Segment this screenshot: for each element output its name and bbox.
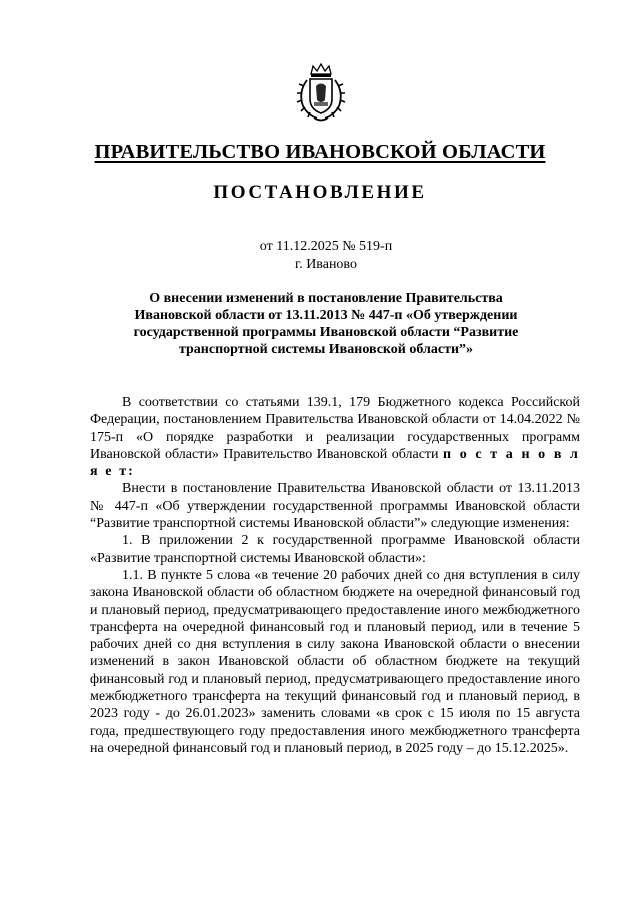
document-subject — [120, 290, 532, 358]
subject-line: О внесении изменений в постановление Правительства — [149, 291, 503, 306]
document-city: г. Иваново — [295, 257, 357, 272]
item-1-paragraph: 1. В приложении 2 к государственной программе Ивановской области «Развитие транспортной системы Ивановской области»: — [90, 533, 580, 566]
subject-line: Ивановской области от 13.11.2013 № 447-п «Об утверждении — [134, 308, 518, 323]
item-1-1-paragraph: 1.1. В пункте 5 слова «в течение 20 рабочих дней со дня вступления в силу закона Ивановской области об областном бюджете на очередной финансовый год и плановый период, предусматривающего предоставление иного межбюджетного трансферта на очередной финансовый год и плановый период, или в течение 5 рабочих дней со дня вступления в силу закона Ивановской области о внесении изменений в закон Ивановской области об областном бюджете на текущий финансовый год и плановый период, предусматривающего предоставление иного межбюджетного трансферта на текущий финансовый год и плановый период, в 2023 году - до 26.01.2023» заменить словами «в срок с 15 июля по 15 августа года, предшествующего году предоставления иного межбюджетного трансферта на очередной финансовый год и плановый период, в 2025 году – до 15.12.2025». — [90, 567, 580, 756]
government-title: ПРАВИТЕЛЬСТВО ИВАНОВСКОЙ ОБЛАСТИ — [94, 141, 546, 163]
coat-of-arms-icon — [294, 62, 348, 124]
preamble-paragraph — [90, 394, 580, 480]
subject-line: государственной программы Ивановской области “Развитие — [133, 325, 519, 340]
document-date-number: от 11.12.2025 № 519-п — [259, 239, 393, 254]
subject-line: транспортной системы Ивановской области”» — [178, 342, 474, 357]
preamble-text: В соответствии со статьями 139.1, 179 Бюджетного кодекса Российской Федерации, постановлением Правительства Ивановской области от 14.04.2022 № 175-п «О порядке разработки и реализации государственных программ Ивановской области» Правительство Ивановской области — [90, 395, 580, 462]
resolves-emphasis: п о с т а н о в л я е т: — [90, 446, 580, 480]
amendment-intro-paragraph: Внести в постановление Правительства Ивановской области от 13.11.2013 № 447-п «Об утверждении государственной программы Ивановской области “Развитие транспортной системы Ивановской области”» следующие изменения: — [90, 481, 580, 532]
document-body — [90, 394, 580, 757]
document-type: ПОСТАНОВЛЕНИЕ — [213, 182, 427, 203]
